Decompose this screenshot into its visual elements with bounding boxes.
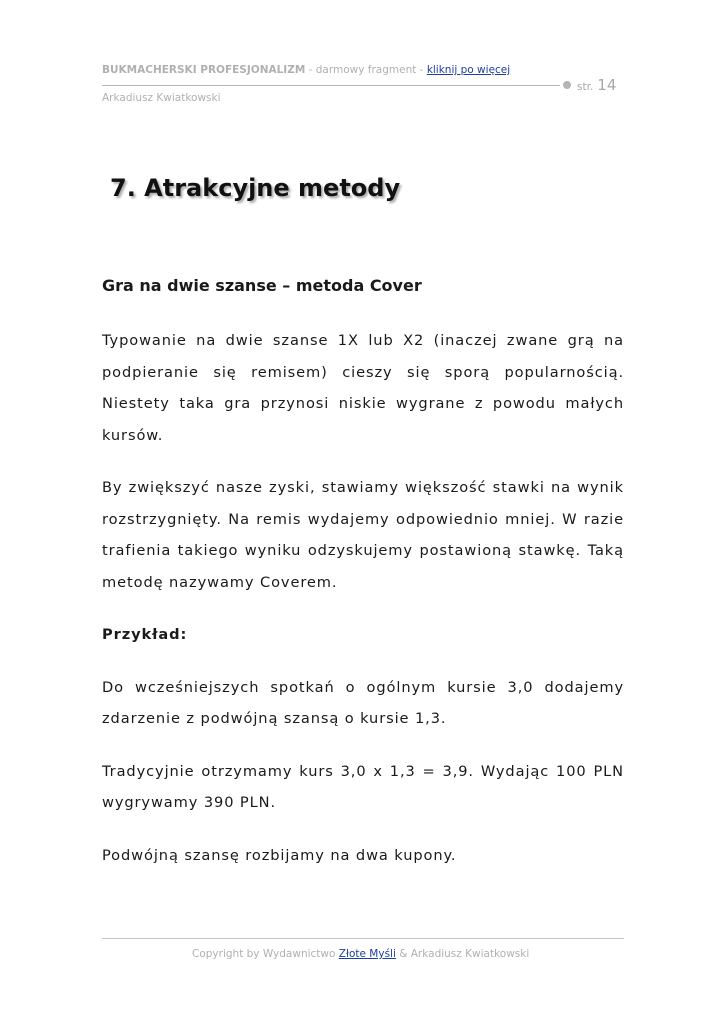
header-separator: - darmowy fragment -	[305, 64, 427, 76]
main-content	[102, 268, 624, 892]
paragraph: By zwiększyć nasze zyski, stawiamy większość stawki na wynik rozstrzygnięty. Na remis wydajemy odpowiednio mniej. W razie trafienia takiego wyniku odzyskujemy postawioną stawkę. Taką metodę nazywamy Coverem.	[102, 479, 624, 591]
header-divider	[102, 85, 560, 86]
paragraph: Do wcześniejszych spotkań o ogólnym kursie 3,0 dodajemy zdarzenie z podwójną szansą o kursie 1,3.	[102, 678, 624, 727]
bullet-icon	[563, 81, 571, 89]
example-heading: Przykład:	[102, 626, 188, 643]
header-author: Arkadiusz Kwiatkowski	[102, 92, 221, 104]
chapter-title: 7. Atrakcyjne metody	[110, 174, 401, 202]
footer-divider	[102, 938, 624, 939]
more-info-link[interactable]: kliknij po więcej	[426, 64, 511, 76]
copyright-prefix: Copyright by Wydawnictwo	[192, 948, 339, 960]
paragraph: Typowanie na dwie szanse 1X lub X2 (inaczej zwane grą na podpieranie się remisem) cieszy się sporą popularnością. Niestety taka gra przynosi niskie wygrane z powodu małych kursów.	[102, 332, 624, 444]
paragraph: Tradycyjnie otrzymamy kurs 3,0 x 1,3 = 3,9. Wydając 100 PLN wygrywamy 390 PLN.	[102, 762, 624, 811]
copyright-suffix: & Arkadiusz Kwiatkowski	[395, 948, 530, 960]
page-footer	[102, 938, 624, 960]
book-title: BUKMACHERSKI PROFESJONALIZM	[102, 64, 306, 76]
copyright-text	[192, 948, 624, 960]
paragraph: Podwójną szansę rozbijamy na dwa kupony.	[102, 846, 457, 864]
section-title: Gra na dwie szanse – metoda Cover	[102, 276, 422, 295]
publisher-link[interactable]: Złote Myśli	[338, 948, 396, 960]
page-number-value: 14	[597, 76, 617, 94]
page-number	[563, 75, 616, 94]
page-label: str.	[577, 81, 594, 93]
page-header	[102, 64, 624, 104]
header-title-line	[102, 64, 624, 76]
